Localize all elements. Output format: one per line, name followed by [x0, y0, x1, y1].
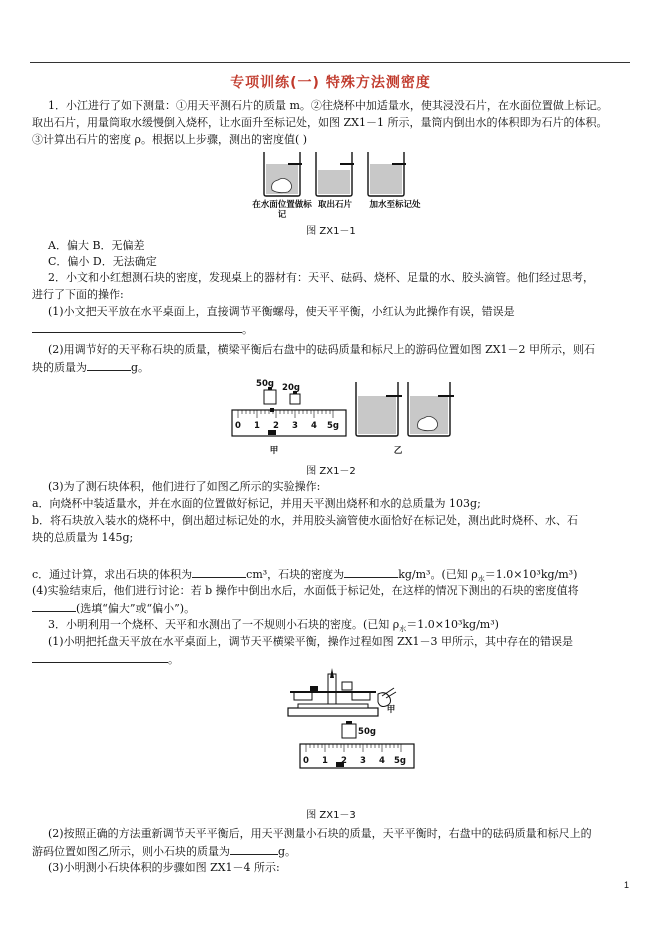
scale2-tick-3: 3	[360, 756, 366, 766]
q1-options-cd: C．偏小 D．无法确定	[48, 255, 157, 268]
q3-part1: (1)小明把托盘天平放在水平桌面上，调节天平横梁平衡，操作过程如图 ZX1－3 甲所示，其中存在的错误是	[48, 635, 574, 648]
q2-mass-blank[interactable]	[87, 359, 131, 371]
q2-part1-blank[interactable]	[32, 321, 242, 333]
q1-line1: 1．小江进行了如下测量：①用天平测石片的质量 m。②往烧杯中加适量水，使其浸没石片，在水面位置做上标记。	[48, 99, 608, 112]
q3-part2-line1: (2)按照正确的方法重新调节天平平衡后，用天平测量小石块的质量，天平平衡时，右盘中的砝码质量和标尺上的	[48, 827, 592, 840]
scale2-tick-4: 4	[379, 756, 385, 766]
q2-volume-blank[interactable]	[192, 566, 246, 578]
q2-step-b-line2: 块的总质量为 145g;	[32, 531, 134, 544]
q2-part4-line2: (选填“偏大”或“偏小”)。	[32, 600, 195, 616]
figure-caption-zx1-3: 图 ZX1－3	[306, 810, 356, 821]
q1-line2: 取出石片，用量筒取水缓慢倒入烧杯，让水面升至标记处，如图 ZX1－1 所示，量筒内倒出水的体积即为石片的体积。	[32, 116, 608, 129]
q3-part3: (3)小明测小石块体积的步骤如图 ZX1－4 所示:	[48, 861, 280, 874]
q2-part1: (1)小文把天平放在水平桌面上，直接调节平衡螺母，使天平平衡，小红认为此操作有误，错误是	[48, 305, 515, 318]
beaker-refilled	[368, 152, 406, 196]
header-rule	[30, 62, 630, 63]
page-title: 专项训练(一) 特殊方法测密度	[230, 75, 431, 91]
scale2-tick-2: 2	[341, 756, 347, 766]
scale2-tick-5g: 5g	[394, 756, 406, 766]
q2-part2-line2: 块的质量为 g。	[32, 361, 150, 374]
q3-mass-blank[interactable]	[230, 843, 278, 855]
weight-20g-label: 20g	[282, 383, 300, 393]
q2-step-c: c．通过计算，求出石块的体积为 cm³，石块的密度为 kg/m³。(已知 $\rho_水=1.0\times 10^3kg/m^3$)	[32, 568, 578, 584]
q3-part1-answer: 。	[32, 651, 179, 667]
q2-part4-blank[interactable]	[32, 600, 76, 612]
q2-density-blank[interactable]	[344, 566, 398, 578]
q2-step-a: a．向烧杯中装适量水，并在水面的位置做好标记，并用天平测出烧杯和水的总质量为 103g;	[32, 497, 481, 510]
fig1-label-refill: 加水至标记处	[369, 200, 421, 210]
figure-caption-zx1-2: 图 ZX1－2	[306, 466, 356, 477]
q3-line1: 3．小明利用一个烧杯、天平和水测出了一不规则小石块的密度。(已知 $\rho_水=1.0\times 10^3kg/m^3$)	[48, 618, 499, 634]
scale-tick-3: 3	[292, 421, 298, 431]
weight-50g-label: 50g	[256, 379, 274, 389]
fig2-label-jia: 甲	[269, 446, 279, 456]
q2-part1-answer: 。	[32, 321, 253, 337]
scale-tick-4: 4	[311, 421, 317, 431]
figure-zx1-2-yi	[354, 380, 454, 440]
figure-zx1-3-balance	[282, 664, 402, 724]
q2-line1: 2．小文和小红想测石块的密度，发现桌上的器材有：天平、砝码、烧杯、足量的水、胶头滴管。他们经过思考，	[48, 271, 594, 284]
q2-part4-line1: (4)实验结束后，他们进行讨论：若 b 操作中倒出水后，水面低于标记处，在这样的情况下测出的石块的密度值将	[32, 584, 579, 597]
fig2-label-yi: 乙	[393, 446, 403, 456]
scale2-tick-0: 0	[303, 756, 309, 766]
scale-tick-0: 0	[235, 421, 241, 431]
scale-tick-1: 1	[254, 421, 260, 431]
q3-part1-blank[interactable]	[32, 651, 168, 663]
scale2-tick-1: 1	[322, 756, 328, 766]
scale-tick-2: 2	[273, 421, 279, 431]
fig1-label-remove: 取出石片	[317, 200, 352, 210]
page-number: 1	[623, 880, 629, 890]
beaker-stone-removed	[316, 152, 354, 196]
q1-line3: ③计算出石片的密度 ρ。根据以上步骤，测出的密度值( )	[32, 133, 308, 146]
fig1-label-mark: 在水面位置做标记	[252, 200, 312, 220]
q3-part2-line2: 游码位置如图乙所示，则小石块的质量为 g。	[32, 845, 297, 858]
fig3-label-jia: 甲	[386, 705, 396, 715]
q2-line2: 进行了下面的操作:	[32, 288, 124, 301]
scale-tick-5g: 5g	[327, 421, 339, 431]
figure-zx1-1	[258, 150, 408, 200]
figure-caption-zx1-1: 图 ZX1－1	[306, 226, 356, 237]
q2-step-b-line1: b．将石块放入装水的烧杯中，倒出超过标记处的水，并用胶头滴管使水面恰好在标记处，测出此时烧杯、水、石	[32, 514, 579, 527]
weight-50g-label-2: 50g	[358, 727, 376, 737]
q2-part2-line1: (2)用调节好的天平称石块的质量，横梁平衡后右盘中的砝码质量和标尺上的游码位置如图 ZX1－2 甲所示，则石	[48, 343, 596, 356]
q1-options-ab: A．偏大 B．无偏差	[48, 239, 145, 252]
q2-part3: (3)为了测石块体积，他们进行了如图乙所示的实验操作:	[48, 480, 321, 493]
beaker-with-stone	[264, 152, 302, 196]
